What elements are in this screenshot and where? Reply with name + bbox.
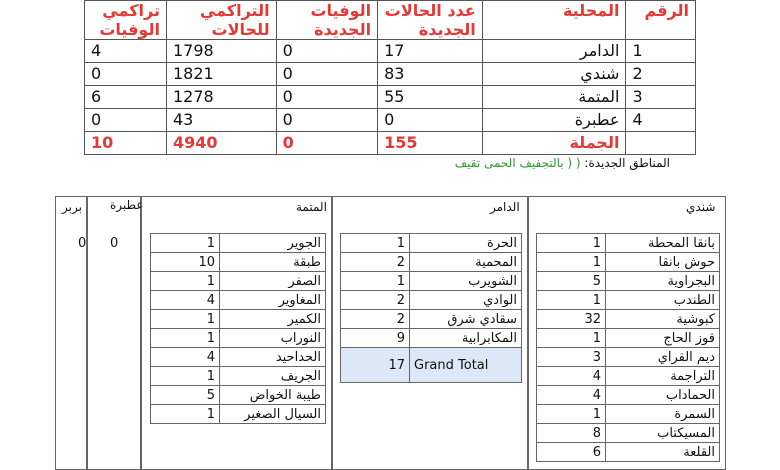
cell-new-cases: 55	[378, 86, 483, 109]
header-new-cases: عدد الحالات الجديدة	[378, 1, 483, 40]
item-count: 1	[151, 234, 220, 253]
cell-new-deaths: 0	[276, 40, 378, 63]
grand-total-label: Grand Total	[410, 348, 522, 383]
list-item	[151, 291, 326, 310]
item-label: النوراب	[220, 329, 326, 348]
item-label: الوادي	[410, 291, 522, 310]
summary-row	[85, 40, 696, 63]
cell-new-deaths: 0	[276, 109, 378, 132]
note-green-text: ( ( بالتجفيف الحمى تقيف	[454, 156, 581, 170]
item-count: 2	[341, 291, 410, 310]
shendi-table	[536, 233, 720, 462]
damer-title: الدامر	[490, 200, 520, 214]
item-count: 1	[341, 272, 410, 291]
cell-cum-cases: 1798	[166, 40, 276, 63]
item-label: الحداحيد	[220, 348, 326, 367]
item-count: 1	[151, 405, 220, 424]
item-label: الشويرب	[410, 272, 522, 291]
summary-row	[85, 109, 696, 132]
item-count: 1	[341, 234, 410, 253]
list-item	[537, 443, 720, 462]
list-item	[151, 405, 326, 424]
summary-body	[85, 40, 696, 132]
summary-table	[84, 0, 696, 155]
summary-row	[85, 86, 696, 109]
cell-cum-deaths: 0	[85, 109, 167, 132]
item-count: 1	[537, 253, 606, 272]
header-new-deaths: الوفيات الجديدة	[276, 1, 378, 40]
item-count: 1	[151, 329, 220, 348]
list-item	[151, 234, 326, 253]
list-item	[537, 367, 720, 386]
item-count: 1	[151, 367, 220, 386]
item-count: 6	[537, 443, 606, 462]
item-label: المحمية	[410, 253, 522, 272]
grand-total-value: 17	[341, 348, 410, 383]
item-label: السمرة	[606, 405, 720, 424]
item-label: الجوير	[220, 234, 326, 253]
cell-number: 2	[626, 63, 696, 86]
item-count: 1	[151, 272, 220, 291]
cell-new-cases: 17	[378, 40, 483, 63]
list-item	[537, 405, 720, 424]
total-cum-cases: 4940	[166, 132, 276, 155]
item-count: 1	[537, 405, 606, 424]
cell-number: 4	[626, 109, 696, 132]
header-number: الرقم	[626, 1, 696, 40]
list-item	[537, 234, 720, 253]
list-item	[151, 310, 326, 329]
cell-number: 3	[626, 86, 696, 109]
item-label: الكمير	[220, 310, 326, 329]
cell-new-cases: 0	[378, 109, 483, 132]
item-label: الجريف	[220, 367, 326, 386]
list-item	[151, 272, 326, 291]
item-count: 4	[151, 348, 220, 367]
list-item	[341, 253, 522, 272]
atbara-value: 0	[110, 236, 119, 251]
new-areas-note	[440, 156, 670, 170]
matamma-table	[150, 233, 326, 424]
list-item	[341, 272, 522, 291]
item-count: 4	[537, 386, 606, 405]
item-label: الحرة	[410, 234, 522, 253]
item-count: 5	[151, 386, 220, 405]
item-count: 4	[151, 291, 220, 310]
cell-cum-cases: 1278	[166, 86, 276, 109]
list-item	[537, 348, 720, 367]
berber-title: بربر	[62, 200, 82, 214]
list-item	[537, 253, 720, 272]
item-label: المكابرابية	[410, 329, 522, 348]
item-label: حوش بانقا	[606, 253, 720, 272]
cell-locality: عطبرة	[482, 109, 626, 132]
list-item	[537, 272, 720, 291]
matamma-title: المتمة	[296, 200, 327, 214]
item-label: سقادي شرق	[410, 310, 522, 329]
list-item	[341, 291, 522, 310]
berber-value: 0	[78, 236, 87, 251]
item-label: القلعة	[606, 443, 720, 462]
list-item	[151, 329, 326, 348]
header-cum-deaths: تراكمي الوفيات	[85, 1, 167, 40]
cell-number: 1	[626, 40, 696, 63]
cell-cum-deaths: 4	[85, 40, 167, 63]
item-label: كبوشية	[606, 310, 720, 329]
item-count: 1	[151, 310, 220, 329]
item-label: الطندب	[606, 291, 720, 310]
item-count: 1	[537, 291, 606, 310]
item-label: السيال الصغير	[220, 405, 326, 424]
item-label: قوز الحاج	[606, 329, 720, 348]
item-count: 2	[341, 253, 410, 272]
item-label: الصفر	[220, 272, 326, 291]
cell-locality: الدامر	[482, 40, 626, 63]
item-count: 9	[341, 329, 410, 348]
cell-cum-deaths: 0	[85, 63, 167, 86]
item-label: الحماداب	[606, 386, 720, 405]
list-item	[341, 234, 522, 253]
total-label: الجملة	[482, 132, 626, 155]
list-item	[151, 348, 326, 367]
header-cum-cases: التراكمي للحالات	[166, 1, 276, 40]
item-count: 32	[537, 310, 606, 329]
total-cum-deaths: 10	[85, 132, 167, 155]
cell-new-deaths: 0	[276, 63, 378, 86]
grand-total-row	[341, 348, 522, 383]
item-label: التراجمة	[606, 367, 720, 386]
item-count: 5	[537, 272, 606, 291]
atbara-title: عطبرة	[110, 198, 144, 212]
item-label: البجراوية	[606, 272, 720, 291]
list-item	[341, 329, 522, 348]
cell-locality: المتمة	[482, 86, 626, 109]
item-count: 1	[537, 234, 606, 253]
item-count: 10	[151, 253, 220, 272]
total-new-deaths: 0	[276, 132, 378, 155]
list-item	[341, 310, 522, 329]
note-text: المناطق الجديدة:	[580, 156, 670, 170]
item-label: المسيكتاب	[606, 424, 720, 443]
cell-new-deaths: 0	[276, 86, 378, 109]
damer-table	[340, 233, 522, 383]
cell-cum-cases: 1821	[166, 63, 276, 86]
item-label: بانقا المحطة	[606, 234, 720, 253]
shendi-title: شندي	[686, 200, 716, 214]
item-count: 2	[341, 310, 410, 329]
list-item	[537, 329, 720, 348]
list-item	[151, 386, 326, 405]
item-label: المغاوير	[220, 291, 326, 310]
list-item	[537, 310, 720, 329]
summary-total-row	[85, 132, 696, 155]
cell-cum-cases: 43	[166, 109, 276, 132]
list-item	[537, 386, 720, 405]
list-item	[537, 424, 720, 443]
item-label: طبقة	[220, 253, 326, 272]
list-item	[151, 367, 326, 386]
item-count: 3	[537, 348, 606, 367]
item-count: 8	[537, 424, 606, 443]
summary-header-row	[85, 1, 696, 40]
list-item	[537, 291, 720, 310]
item-label: طيبة الخواض	[220, 386, 326, 405]
cell-locality: شندي	[482, 63, 626, 86]
total-empty-cell	[626, 132, 696, 155]
list-item	[151, 253, 326, 272]
cell-cum-deaths: 6	[85, 86, 167, 109]
cell-new-cases: 83	[378, 63, 483, 86]
header-locality: المحلية	[482, 1, 626, 40]
total-new-cases: 155	[378, 132, 483, 155]
summary-row	[85, 63, 696, 86]
item-label: ديم القراي	[606, 348, 720, 367]
item-count: 1	[537, 329, 606, 348]
item-count: 4	[537, 367, 606, 386]
